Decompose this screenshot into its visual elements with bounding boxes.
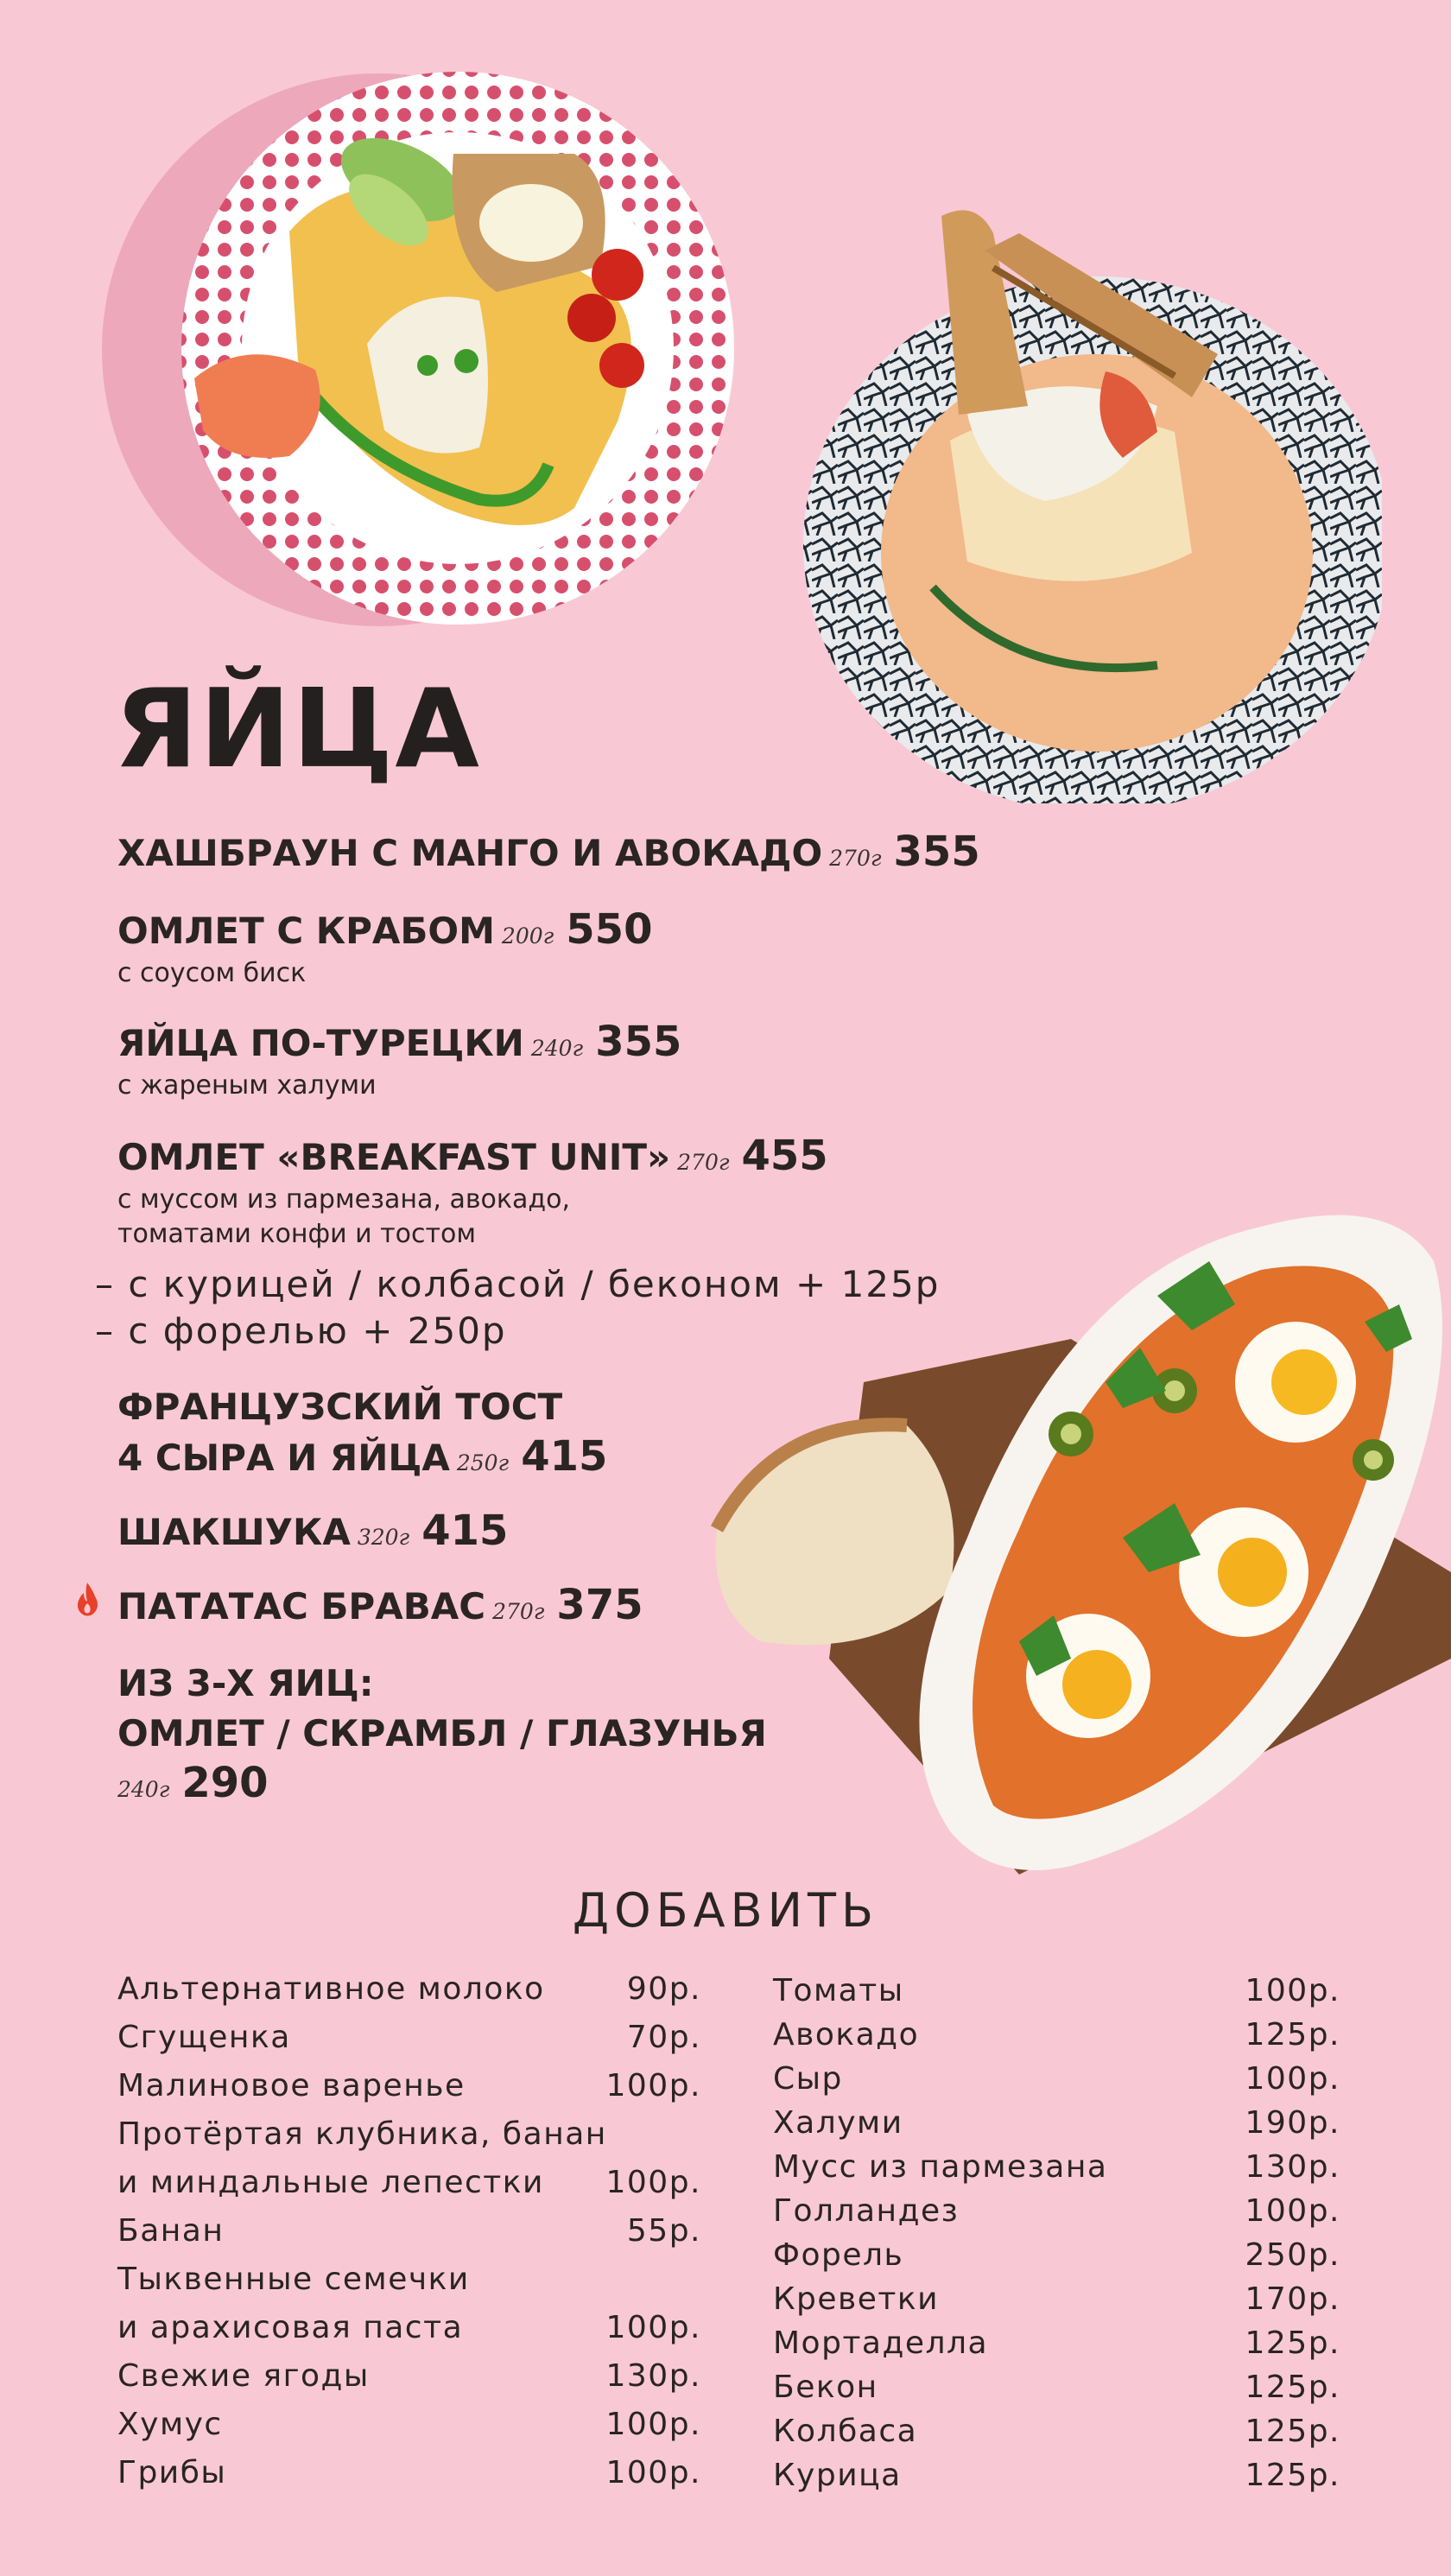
addon-label: Томаты [773,1973,904,2008]
item-weight: 320г [357,1525,410,1550]
addon-price: 70р. [626,2020,701,2055]
menu-item-turkish-eggs [117,1018,681,1103]
addon-price: 125р. [1245,2325,1340,2361]
menu-item-shakshuka [117,1507,508,1558]
addon-row [117,2455,701,2503]
addon-row [773,1973,1340,2017]
item-weight: 270г [492,1599,545,1624]
omelette-plate-photo [168,59,747,638]
addon-row [773,2414,1340,2458]
menu-item-hashbrown [117,828,980,879]
addon-row [773,2149,1340,2193]
item-weight: 240г [117,1777,170,1802]
addons-title: ДОБАВИТЬ [572,1883,879,1938]
addon-row [117,2310,701,2358]
addon-row [773,2017,1340,2061]
addon-price: 125р. [1245,2017,1340,2053]
addon-price: 250р. [1245,2237,1340,2273]
addon-row [117,2213,701,2262]
item-weight: 250г [456,1450,510,1475]
addon-price: 125р. [1245,2414,1340,2449]
fire-icon [74,1581,100,1617]
addon-label: Сгущенка [117,2020,291,2055]
addon-price: 130р. [1245,2149,1340,2185]
addon-label: Голландез [773,2193,960,2229]
addon-price: 90р. [626,1971,701,2007]
addon-price: 100р. [605,2455,701,2490]
addon-price: 100р. [605,2310,701,2345]
addon-price: 130р. [605,2358,701,2394]
item-description: с жареным халуми [117,1070,377,1101]
item-weight: 270г [829,846,882,871]
section-title: ЯЙЦА [114,665,481,792]
addon-label: Колбаса [773,2414,918,2449]
addon-label: Альтернативное молоко [117,1971,545,2007]
menu-item-patatas-bravas [117,1581,643,1632]
addon-label: Свежие ягоды [117,2358,370,2394]
addon-label: Грибы [117,2455,227,2490]
addon-row [117,2407,701,2455]
addon-label: Мортаделла [773,2325,989,2361]
addon-label: Хумус [117,2407,223,2442]
item-name: ОМЛЕТ С КРАБОМ [117,910,495,952]
addon-label: Сыр [773,2061,843,2097]
item-weight: 240г [530,1036,584,1061]
item-name-line1: ИЗ 3-Х ЯИЦ: [117,1662,374,1704]
item-price: 290 [181,1759,269,1807]
item-name: ОМЛЕТ «BREAKFAST UNIT» [117,1136,671,1178]
item-weight: 200г [501,923,554,949]
addon-row [773,2281,1340,2325]
addon-price: 100р. [1245,1973,1340,2008]
addon-row [773,2193,1340,2237]
addon-row [117,2358,701,2407]
addon-label: Авокадо [773,2017,920,2053]
addons-right-column [773,1973,1340,2502]
addon-row [773,2237,1340,2281]
crab-omelette-bowl-photo [760,199,1382,803]
addon-row [773,2105,1340,2149]
item-price: 415 [521,1432,608,1481]
addon-price: 190р. [1245,2105,1340,2141]
menu-item-breakfast-unit [117,1132,828,1252]
addon-label: Тыквенные семечки [117,2262,470,2297]
addon-label: Креветки [773,2281,940,2317]
addon-price: 100р. [1245,2193,1340,2229]
item-price: 455 [741,1132,828,1180]
item-price: 415 [421,1507,509,1555]
addon-price: 170р. [1245,2281,1340,2317]
addon-price: 100р. [605,2068,701,2103]
addon-label: Курица [773,2458,902,2493]
addon-row [117,2068,701,2116]
addon-row [117,2165,701,2213]
item-name-line1: ФРАНЦУЗСКИЙ ТОСТ [117,1386,563,1428]
item-name: ЯЙЦА ПО-ТУРЕЦКИ [117,1022,524,1064]
item-description: с соусом биск [117,958,307,988]
addon-label: и миндальные лепестки [117,2165,544,2200]
addon-label: Бекон [773,2370,878,2405]
item-price: 550 [566,905,653,954]
addon-row [773,2325,1340,2370]
addon-row [117,1971,701,2020]
addon-row [117,2262,701,2310]
addon-price: 125р. [1245,2370,1340,2405]
addons-left-column [117,1971,701,2503]
addon-label: Мусс из пармезана [773,2149,1108,2185]
addon-row [117,2116,701,2165]
item-price: 375 [556,1581,643,1629]
item-name-line2: 4 СЫРА И ЯЙЦА [117,1437,450,1479]
addon-row [773,2061,1340,2105]
addon-row [773,2458,1340,2502]
item-name: ПАТАТАС БРАВАС [117,1585,486,1627]
item-price: 355 [595,1018,682,1066]
addon-label: Халуми [773,2105,903,2141]
option-meat: – с курицей / колбасой / беконом + 125р [95,1263,941,1305]
addon-row [117,2020,701,2068]
item-name: ШАКШУКА [117,1511,351,1553]
menu-item-crab-omelette [117,905,652,991]
item-weight: 270г [677,1150,730,1175]
addon-price: 100р. [605,2165,701,2200]
addon-label: Протёртая клубника, банан [117,2116,607,2152]
addon-price: 125р. [1245,2458,1340,2493]
item-name-line2: ОМЛЕТ / СКРАМБЛ / ГЛАЗУНЬЯ [117,1712,767,1754]
menu-item-french-toast [117,1382,607,1483]
option-trout: – с форелью + 250р [95,1310,507,1352]
addon-label: Малиновое варенье [117,2068,466,2103]
menu-item-three-eggs [117,1659,767,1807]
item-description-line2: томатами конфи и тостом [117,1219,476,1249]
addon-price: 100р. [605,2407,701,2442]
addon-row [773,2370,1340,2414]
item-price: 355 [893,828,980,876]
addon-label: Банан [117,2213,225,2249]
addon-label: Форель [773,2237,904,2273]
item-name: ХАШБРАУН С МАНГО И АВОКАДО [117,832,823,874]
addon-label: и арахисовая паста [117,2310,464,2345]
addon-price: 100р. [1245,2061,1340,2097]
item-description-line1: с муссом из пармезана, авокадо, [117,1184,571,1215]
addon-price: 55р. [626,2213,701,2249]
